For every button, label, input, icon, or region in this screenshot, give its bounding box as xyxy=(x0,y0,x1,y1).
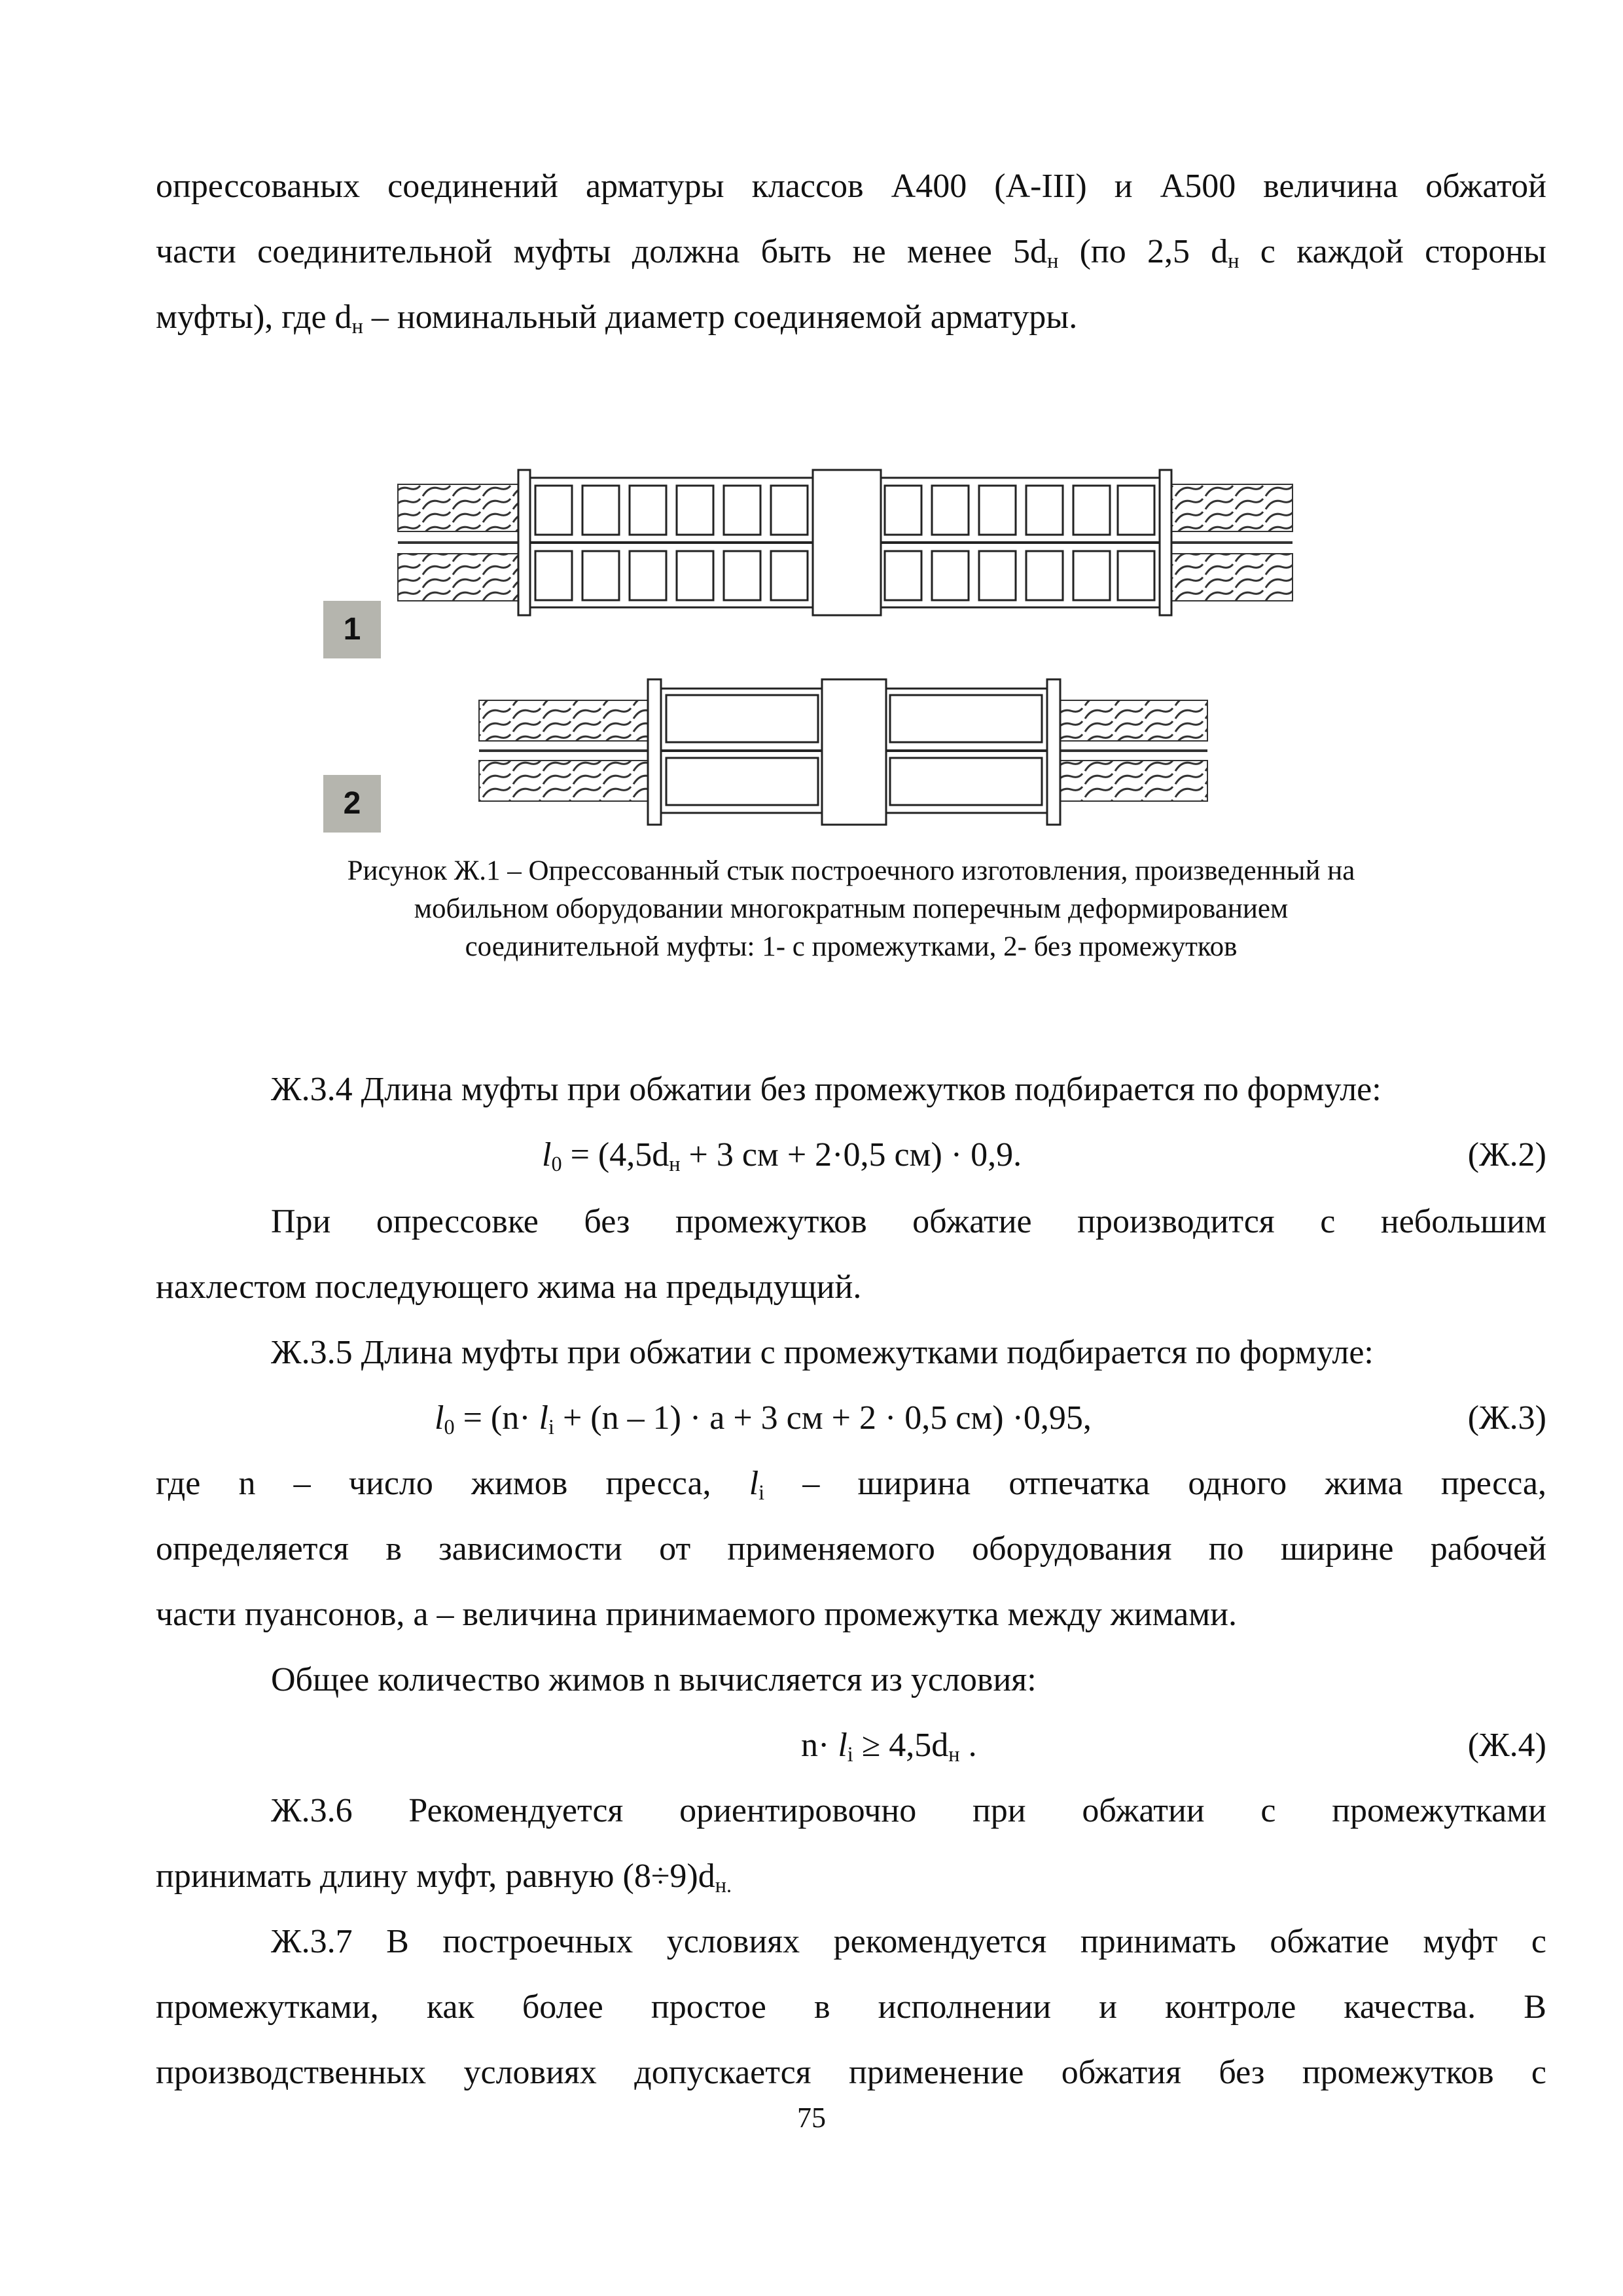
rebar-right-bottom xyxy=(1060,761,1207,801)
section-3-5-where-line-3: части пуансонов, а – величина принимаемого промежутка между жимами. xyxy=(156,1596,1237,1633)
text-fragment: муфты), где d xyxy=(156,298,352,336)
rebar-left-bottom xyxy=(398,554,529,601)
equation-number-zh3: (Ж.3) xyxy=(1467,1399,1546,1437)
sleeve-end-right xyxy=(1047,679,1060,825)
subscript: i xyxy=(758,1480,765,1505)
sleeve-end-right xyxy=(1160,470,1171,615)
section-3-4-heading: Ж.3.4 Длина муфты при обжатии без промежутков подбирается по формуле: xyxy=(271,1071,1382,1108)
section-3-4-note-line-2: нахлестом последующего жима на предыдущий. xyxy=(156,1268,862,1306)
subscript: н xyxy=(669,1152,681,1176)
subscript: н xyxy=(1228,249,1240,273)
text-fragment: + 3 см + 2·0,5 см) · 0,9. xyxy=(680,1136,1022,1174)
subscript: н xyxy=(1047,249,1059,273)
sleeve-end-left xyxy=(648,679,661,825)
formula-zh2 xyxy=(542,1134,1022,1177)
section-3-7-line-1: Ж.3.7 В построечных условиях рекомендуется принимать обжатие муфт с xyxy=(271,1923,1546,1960)
page-number: 75 xyxy=(797,2102,826,2134)
rebar-left-top xyxy=(398,484,529,531)
text-fragment: ≥ 4,5d xyxy=(853,1727,949,1764)
text-fragment: (по 2,5 d xyxy=(1058,233,1228,270)
rebar-left-top xyxy=(479,700,656,741)
rebar-right-bottom xyxy=(1171,554,1293,601)
text-fragment: – ширина отпечатка одного жима пресса, xyxy=(764,1465,1546,1502)
figure-press-joints xyxy=(0,445,1623,844)
section-3-5-heading: Ж.3.5 Длина муфты при обжатии с промежутками подбирается по формуле: xyxy=(271,1334,1374,1371)
section-3-7-line-2: промежутками, как более простое в исполнении и контроле качества. В xyxy=(156,1988,1546,2026)
subscript: н xyxy=(351,314,363,338)
section-3-5-where-line-2: определяется в зависимости от применяемого оборудования по ширине рабочей xyxy=(156,1530,1546,1568)
section-3-7-line-3: производственных условиях допускается применение обжатия без промежутков с xyxy=(156,2054,1546,2091)
crimp-band xyxy=(890,695,1042,742)
text-fragment: . xyxy=(959,1727,977,1764)
figure-caption-line-3: соединительной муфты: 1- с промежутками, 2- без промежутков xyxy=(465,931,1238,962)
subscript: i xyxy=(847,1742,853,1767)
crimp-band xyxy=(890,758,1042,805)
section-3-5-count-text: Общее количество жимов n вычисляется из условия: xyxy=(271,1661,1037,1698)
text-fragment: + (n – 1) · a + 3 см + 2 · 0,5 см) ·0,95, xyxy=(554,1399,1092,1437)
rebar-right-top xyxy=(1060,700,1207,741)
joint-with-gaps xyxy=(398,470,1293,615)
subscript: н. xyxy=(715,1873,732,1897)
crimp-band xyxy=(666,758,818,805)
subscript: 0 xyxy=(551,1152,562,1176)
symbol-l: l xyxy=(838,1727,847,1764)
intro-line-3 xyxy=(156,296,1546,339)
equation-number-zh4: (Ж.4) xyxy=(1467,1727,1546,1764)
symbol-l: l xyxy=(749,1465,759,1502)
sleeve-end-left xyxy=(518,470,530,615)
sleeve-center-collar xyxy=(813,470,881,615)
rebar-left-bottom xyxy=(479,761,656,801)
text-fragment: – номинальный диаметр соединяемой арматуры. xyxy=(363,298,1078,336)
crimp-band xyxy=(666,695,818,742)
rebar-right-top xyxy=(1171,484,1293,531)
joint-without-gaps xyxy=(479,679,1207,825)
subscript: i xyxy=(548,1415,554,1439)
text-fragment: = (4,5d xyxy=(562,1136,669,1174)
section-3-5-where-line-1 xyxy=(156,1462,1546,1505)
symbol-l: l xyxy=(435,1399,444,1437)
intro-line-1: опрессованых соединений арматуры классов А400 (А-III) и А500 величина обжатой xyxy=(156,168,1546,205)
sleeve-center-collar xyxy=(822,679,886,825)
symbol-l: l xyxy=(542,1136,552,1174)
formula-zh3 xyxy=(435,1397,1092,1440)
text-fragment: где n – число жимов пресса, xyxy=(156,1465,749,1502)
subscript: 0 xyxy=(444,1415,455,1439)
figure-caption-line-1: Рисунок Ж.1 – Опрессованный стык построечного изготовления, произведенный на xyxy=(347,855,1355,886)
section-3-6-line-2 xyxy=(156,1855,1546,1898)
section-3-6-line-1: Ж.3.6 Рекомендуется ориентировочно при обжатии с промежутками xyxy=(271,1792,1546,1829)
symbol-l: l xyxy=(539,1399,548,1437)
equation-number-zh2: (Ж.2) xyxy=(1467,1136,1546,1174)
text-fragment: части соединительной муфты должна быть не менее 5d xyxy=(156,233,1048,270)
text-fragment: с каждой стороны xyxy=(1239,233,1546,270)
formula-zh4 xyxy=(801,1724,977,1767)
figure-label-1: 1 xyxy=(323,601,381,658)
section-3-4-note-line-1: При опрессовке без промежутков обжатие производится с небольшим xyxy=(271,1203,1546,1240)
subscript: н xyxy=(948,1742,960,1767)
text-fragment: = (n· xyxy=(454,1399,539,1437)
intro-line-2 xyxy=(156,230,1546,274)
text-fragment: n· xyxy=(801,1727,838,1764)
text-fragment: принимать длину муфт, равную (8÷9)d xyxy=(156,1857,715,1895)
figure-caption-line-2: мобильном оборудовании многократным поперечным деформированием xyxy=(414,893,1289,924)
figure-label-2: 2 xyxy=(323,775,381,833)
